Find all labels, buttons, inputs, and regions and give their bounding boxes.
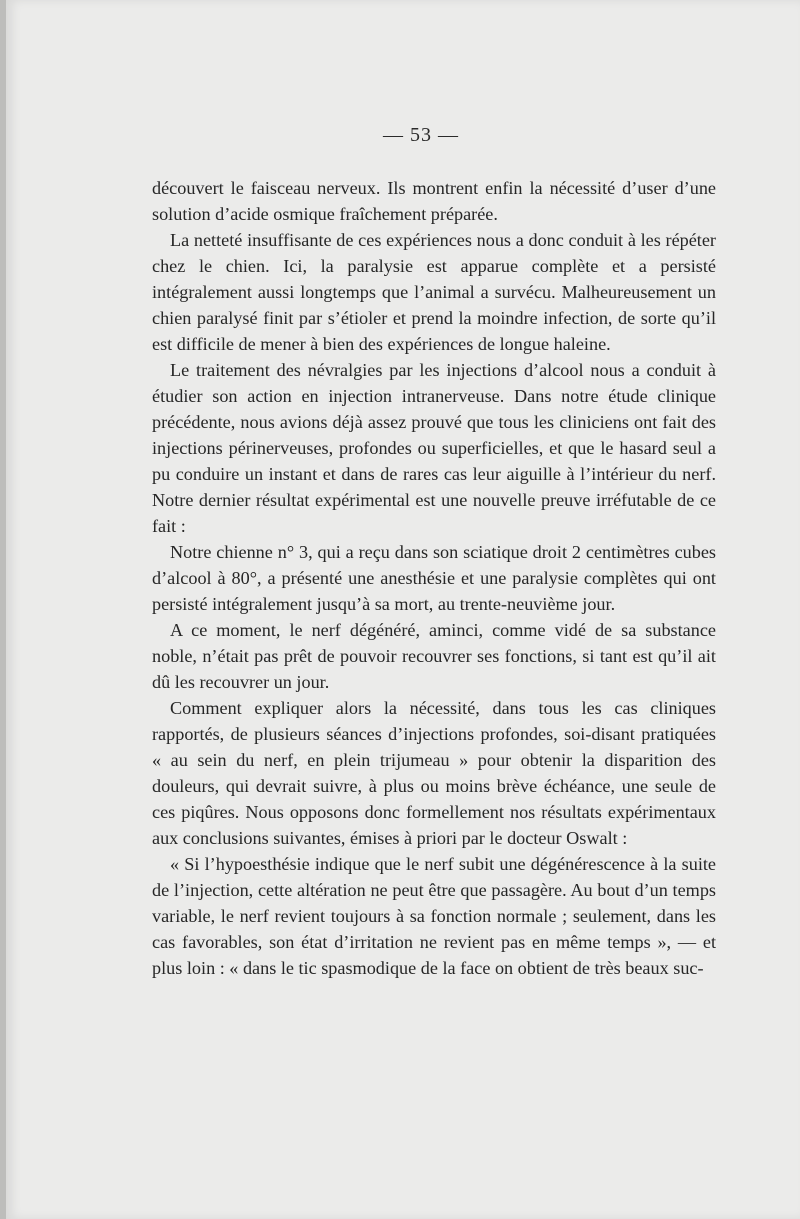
paragraph: « Si l’hypoesthésie indique que le nerf subit une dégénérescence à la suite de l’injection, cette altération ne peut être que passagère. Au bout d’un temps variable, le nerf revient toujours à sa fonction normale ; seulement, dans les cas favorables, son état d’irritation ne revient pas en même temps », — et plus loin : « dans le tic spasmodique de la face on obtient de très beaux suc-	[152, 854, 716, 978]
paragraph: découvert le faisceau nerveux. Ils montrent enfin la nécessité d’user d’une solution d’acide osmique fraîchement préparée.	[152, 178, 716, 224]
paragraph: A ce moment, le nerf dégénéré, aminci, comme vidé de sa substance noble, n’était pas prêt de pouvoir recouvrer ses fonctions, si tant est qu’il ait dû les recouvrer un jour.	[152, 620, 716, 692]
page-number: — 53 —	[383, 124, 459, 146]
paragraph: La netteté insuffisante de ces expériences nous a donc conduit à les répéter chez le chien. Ici, la paralysie est apparue complète et a persisté intégralement aussi longtemps que l’animal a survécu. Malheureusement un chien paralysé finit par s’étioler et prend la moindre infection, de sorte qu’il est difficile de mener à bien des expériences de longue haleine.	[152, 230, 716, 354]
book-page	[6, 0, 800, 1219]
body-text	[152, 175, 716, 981]
paragraph: Le traitement des névralgies par les injections d’alcool nous a conduit à étudier son action en injection intranerveuse. Dans notre étude clinique précédente, nous avions déjà assez prouvé que tous les cliniciens ont fait des injections périnerveuses, profondes ou superficielles, et que le hasard seul a pu conduire un instant et dans de rares cas leur aiguille à l’intérieur du nerf. Notre dernier résultat expérimental est une nouvelle preuve irréfutable de ce fait :	[152, 360, 716, 536]
paragraph: Notre chienne n° 3, qui a reçu dans son sciatique droit 2 centimètres cubes d’alcool à 80°, a présenté une anesthésie et une paralysie complètes qui ont persisté intégralement jusqu’à sa mort, au trente-neuvième jour.	[152, 542, 716, 614]
paragraph: Comment expliquer alors la nécessité, dans tous les cas cliniques rapportés, de plusieurs séances d’injections profondes, soi-disant pratiquées « au sein du nerf, en plein trijumeau » pour obtenir la disparition des douleurs, qui devrait suivre, à plus ou moins brève échéance, une seule de ces piqûres. Nous opposons donc formellement nos résultats expérimentaux aux conclusions suivantes, émises à priori par le docteur Oswalt :	[152, 698, 716, 848]
